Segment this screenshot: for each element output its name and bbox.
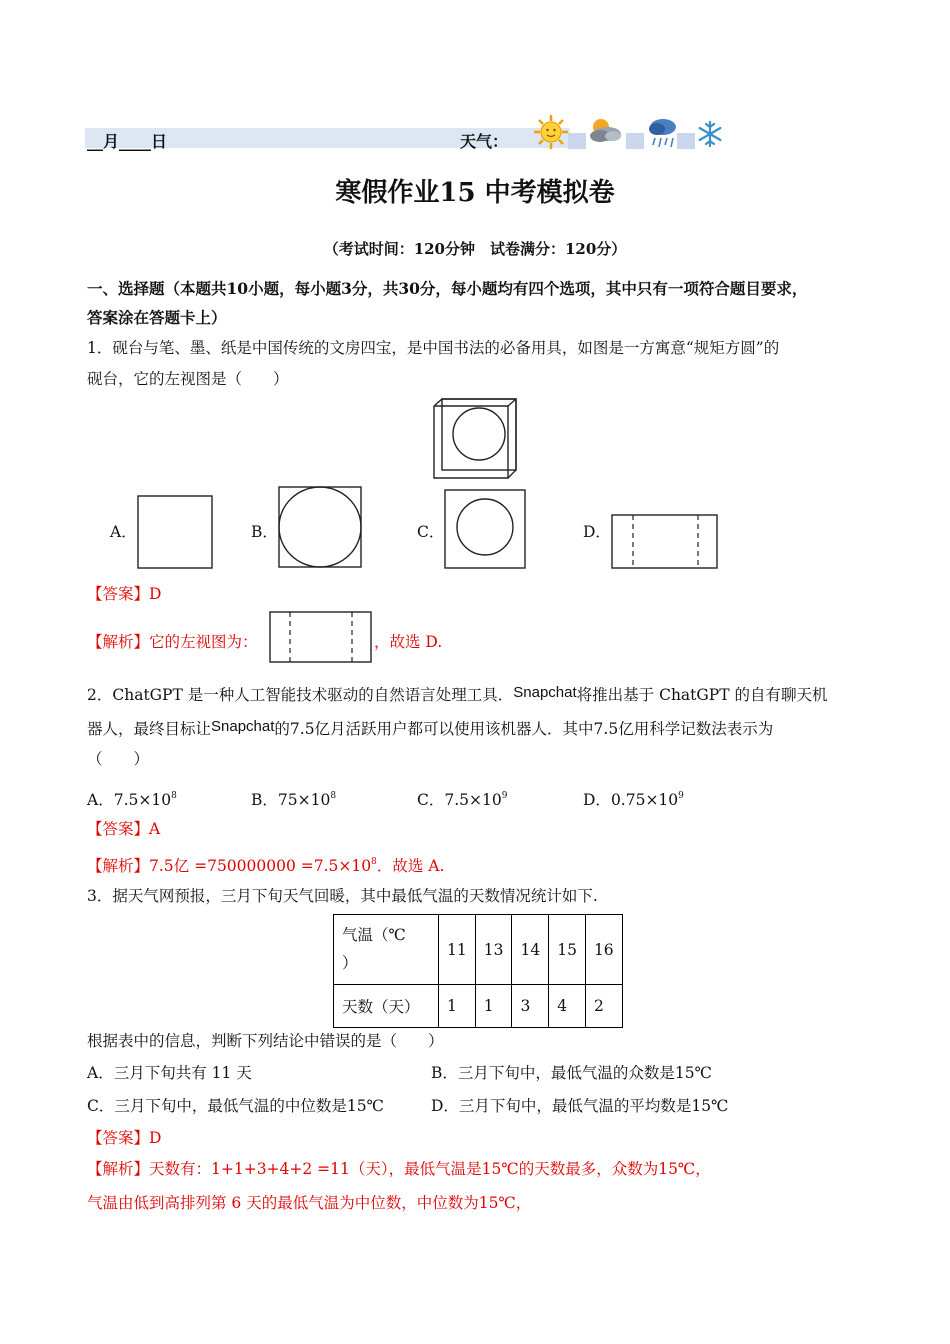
q1-option-a-label: A．: [110, 523, 137, 541]
q2-analysis-label: 【解析】: [87, 857, 150, 875]
table-cell: 14: [512, 915, 549, 985]
q1-option-b-figure: [278, 486, 362, 568]
temperature-table: [333, 914, 623, 1028]
table-cell: 4: [549, 985, 586, 1028]
q2-option-b: B．$75\times 10^8$: [251, 791, 337, 809]
rain-icon: [647, 116, 679, 150]
table-cell: 11: [439, 915, 476, 985]
q1-option-c-label: C．: [417, 523, 445, 541]
snow-icon: [696, 120, 724, 148]
q1-text-line1: 1．砚台与笔、墨、纸是中国传统的文房四宝，是中国书法的必备用具，如图是一方寓意“规矩方圆”的: [87, 339, 780, 357]
table-row: [334, 985, 623, 1028]
exam-info: （考试时间：120分钟 试卷满分：120分）: [323, 240, 627, 258]
q1-analysis-end: ，故选 D.: [374, 633, 443, 651]
q2-option-c: C．$7.5\times 10^9$: [417, 791, 508, 809]
table-cell: 16: [585, 915, 622, 985]
q2-analysis-end: ．故选 A.: [376, 857, 445, 875]
sunny-icon: [533, 114, 569, 150]
q1-analysis-figure: [269, 611, 372, 664]
q2-analysis: [87, 852, 444, 876]
q1-answer: 【答案】D: [87, 585, 162, 603]
q3-text: 3．据天气网预报，三月下旬天气回暖，其中最低气温的天数情况统计如下.: [87, 887, 598, 905]
weather-checkbox-sunny[interactable]: [568, 133, 586, 149]
q1-analysis-label: 【解析】: [87, 633, 150, 651]
weather-checkbox-cloudy[interactable]: [626, 133, 644, 149]
q2-snapchat-1: Snapchat: [513, 684, 577, 701]
q1-option-d-label: D．: [583, 523, 611, 541]
table-row: [334, 915, 623, 985]
q2-snapchat-2: Snapchat: [211, 718, 275, 735]
q2-text-line2-b: 的7.5亿月活跃用户都可以使用该机器人．其中7.5亿用科学记数法表示为: [274, 720, 774, 738]
q2-text-line1: [87, 683, 827, 705]
table-cell: 13: [475, 915, 512, 985]
page-title: 寒假作业15 中考模拟卷: [335, 178, 615, 208]
date-label: __月____日: [87, 132, 168, 151]
q2-bracket: （ ）: [87, 750, 150, 768]
q2-answer: 【答案】A: [87, 820, 161, 838]
q1-analysis-text: 它的左视图为：: [149, 633, 258, 651]
table-cell: 15: [549, 915, 586, 985]
q3-answer: 【答案】D: [87, 1129, 162, 1147]
q1-option-a-figure: [137, 495, 213, 569]
table-header-days: 天数（天）: [334, 985, 439, 1028]
inkstone-3d-figure: [432, 398, 520, 480]
q3-analysis-line1: 【解析】天数有：1+1+3+4+2 =11（天），最低气温是15℃的天数最多，众数为15℃，: [87, 1160, 711, 1178]
q1-option-c-figure: [444, 489, 526, 569]
q1-option-b-label: B．: [251, 523, 278, 541]
q3-analysis-line2: 气温由低到高排列第 6 天的最低气温为中位数，中位数为15℃，: [87, 1194, 532, 1212]
q2-text-line2-a: 器人，最终目标让: [87, 720, 212, 738]
q2-text-line2: [87, 717, 773, 739]
table-cell: 1: [439, 985, 476, 1028]
q1-option-d-figure: [611, 514, 718, 570]
table-header-temp: 气温（℃ ）: [334, 915, 439, 985]
weather-checkbox-rain[interactable]: [677, 133, 695, 149]
q2-analysis-exp: 8: [371, 857, 377, 867]
table-cell: 3: [512, 985, 549, 1028]
q3-option-a: A．三月下旬共有 11 天: [87, 1064, 252, 1082]
section-heading-line2: 答案涂在答题卡上）: [87, 308, 227, 327]
section-heading-line1: 一、选择题（本题共10小题，每小题3分，共30分，每小题均有四个选项，其中只有一项符合题目要求，: [87, 279, 808, 298]
q3-option-b: B．三月下旬中，最低气温的众数是15℃: [431, 1064, 712, 1082]
weather-label: 天气：: [460, 132, 509, 151]
q2-text-line1-a: 2．ChatGPT 是一种人工智能技术驱动的自然语言处理工具．: [87, 686, 514, 704]
table-cell: 2: [585, 985, 622, 1028]
partly-cloudy-icon: [585, 116, 623, 146]
q2-option-a: A．$7.5\times 10^8$: [87, 791, 177, 809]
q3-option-d: D．三月下旬中，最低气温的平均数是15℃: [431, 1097, 729, 1115]
q1-text-line2: 砚台，它的左视图是（ ）: [87, 370, 289, 388]
q3-option-c: C．三月下旬中，最低气温的中位数是15℃: [87, 1097, 384, 1115]
q3-question: 根据表中的信息，判断下列结论中错误的是（ ）: [87, 1032, 444, 1050]
q2-text-line1-b: 将推出基于 ChatGPT 的自有聊天机: [576, 686, 828, 704]
q2-option-d: D．$0.75\times 10^9$: [583, 791, 684, 809]
q2-analysis-math: 7.5亿 =750000000 =7.5×10: [149, 857, 372, 875]
table-cell: 1: [475, 985, 512, 1028]
